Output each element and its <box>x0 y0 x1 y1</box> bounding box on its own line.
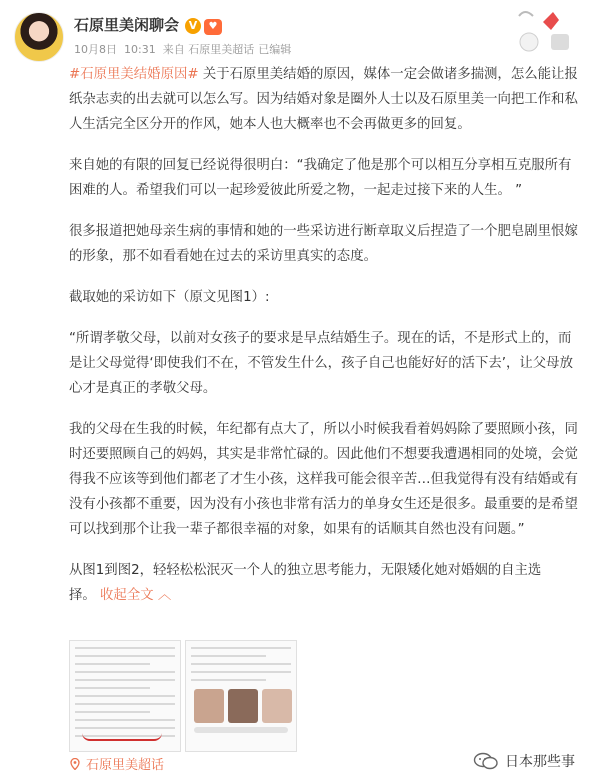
watermark <box>473 751 575 771</box>
chevron-up-icon: ︿ <box>153 588 172 603</box>
watermark-label: 日本那些事 <box>505 754 575 770</box>
paragraph-4: 截取她的采访如下（原文见图1）: <box>69 290 270 305</box>
avatar[interactable] <box>14 12 64 62</box>
image-grid <box>69 640 299 752</box>
article-scan-icon[interactable] <box>69 640 181 752</box>
author-row <box>74 14 222 35</box>
topic-link[interactable] <box>69 754 164 773</box>
edited-label[interactable]: 已编辑 <box>258 43 292 56</box>
paragraph-1-text: 关于石原里美结婚的原因，媒体一定会做诸多揣测，怎么能让报纸杂志卖的出去就可以怎么写。因为结婚对象是圈外人士以及石原里美一向把工作和私人生活完全区分开的作风，她本人也大概率也不会再做更多的回复。 <box>69 67 578 132</box>
paragraph-1 <box>69 62 579 137</box>
wechat-icon <box>473 752 499 770</box>
topic-label: 石原里美超话 <box>86 758 165 773</box>
hashtag-link[interactable]: #石原里美结婚原因# <box>69 67 199 82</box>
v-badge-icon: V <box>185 18 201 34</box>
author-name[interactable]: 石原里美闲聊会 <box>74 16 180 34</box>
collapse-link[interactable] <box>100 588 171 603</box>
caption-line <box>194 727 288 733</box>
collapse-label: 收起全文 <box>100 588 154 603</box>
post-meta <box>74 41 298 57</box>
post-source[interactable]: 来自 石原里美超话 <box>162 43 255 56</box>
photo-thumbnail <box>262 689 292 723</box>
location-pin-icon <box>69 758 81 770</box>
paragraph-6: 我的父母在生我的时候，年纪都有点大了，所以小时候我看着妈妈除了要照顾小孩，同时还要照顾自己的妈妈，其实是非常忙碌的。因此他们不想要我遭遇相同的处境，会觉得我不应该等到他们都老了才生小孩，这样我可能会很辛苦…但我觉得有没有结婚或有没有小孩都不重要，因为没有小孩也非常有活力的单身女生还是很多。最重要的是希望可以找到那个让我一辈子都很幸福的对象，如果有的话顺其自然也没有问题。” <box>69 422 578 537</box>
paragraph-3: 很多报道把她母亲生病的事情和她的一些采访进行断章取义后捏造了一个肥皂剧里恨嫁的形象，那不如看看她在过去的采访里真实的态度。 <box>69 224 578 264</box>
paragraph-7-text: 从图1到图2，轻轻松松泯灭一个人的独立思考能力，无限矮化她对婚姻的自主选择。 <box>69 563 542 603</box>
photo-thumbnail <box>228 689 258 723</box>
fan-badge-icon: ♥ <box>204 19 222 35</box>
paragraph-2: 来自她的有限的回复已经说得很明白：“我确定了他是那个可以相互分享相互克服所有困难的人。希望我们可以一起珍爱彼此所爱之物，一起走过接下来的人生。 ” <box>69 158 572 198</box>
post-time[interactable]: 10:31 <box>124 43 156 56</box>
photo-thumbnail <box>194 689 224 723</box>
decoration-icon <box>513 4 575 60</box>
news-screenshot-icon[interactable] <box>185 640 297 752</box>
red-underline-annotation <box>82 733 162 741</box>
post-body <box>69 62 579 624</box>
paragraph-7 <box>69 558 579 608</box>
post-date: 10月8日 <box>74 43 117 56</box>
paragraph-5: “所谓孝敬父母，以前对女孩子的要求是早点结婚生子。现在的话，不是形式上的，而是让父母觉得‘即使我们不在，不管发生什么，孩子自己也能好好的活下去’，让父母放心才是真正的孝敬父母。 <box>69 331 573 396</box>
post-header <box>14 12 575 62</box>
